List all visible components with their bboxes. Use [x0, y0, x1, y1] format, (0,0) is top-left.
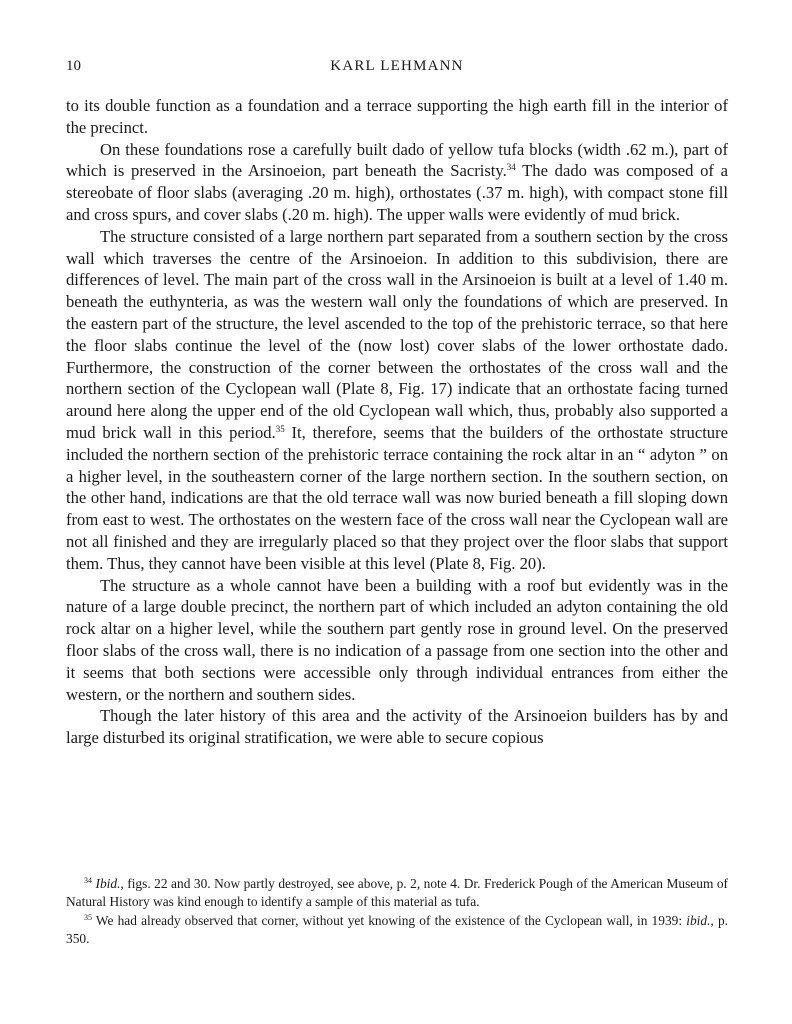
footnote-text: , figs. 22 and 30. Now partly destroyed, see above, p. 2, note 4. Dr. Frederick Pough of the American Museum of Natural History was kind enough to identify a sample of this material as tufa. [66, 876, 728, 910]
page-number: 10 [66, 58, 81, 74]
footnote-number: 35 [84, 912, 92, 922]
paragraph-precinct: The structure as a whole cannot have been a building with a roof but evidently was in the nature of a large double precinct, the northern part of which included an adyton containing the old rock altar on a higher level, while the southern part gently rose in ground level. On the preserved floor slabs of the cross wall, there is no indication of a passage from one section into the other and it seems that both sections were accessible only through individual entrances from either the western, or the northern and southern sides. [66, 575, 728, 704]
paragraph-continuation: to its double function as a foundation and a terrace supporting the high earth fill in the interior of the precinct. [66, 96, 728, 137]
footnote-34 [66, 875, 728, 912]
paragraph-text: The dado was composed of a stereobate of floor slabs (averaging .20 m. high), orthostates (.37 m. high), with compact stone fill and cross spurs, and cover slabs (.20 m. high). The upper walls were evidently of mud brick. [66, 161, 728, 224]
paragraph-structure [66, 226, 728, 575]
footnotes [66, 875, 728, 949]
footnote-text: , p. 350. [66, 912, 728, 947]
paragraph-text: On these foundations rose a carefully built dado of yellow tufa blocks (width .62 m.), part of which is preserved in the Arsinoeion, part beneath the Sacristy. [66, 139, 728, 181]
footnote-ref-35[interactable]: 35 [275, 423, 285, 434]
footnote-italic: Ibid. [95, 876, 121, 891]
paragraph-stratification: Though the later history of this area and the activity of the Arsinoeion builders has by and large disturbed its original stratification, we were able to secure copious [66, 706, 728, 748]
footnote-italic: ibid. [686, 912, 711, 928]
footnote-ref-34[interactable]: 34 [506, 162, 516, 173]
paragraph-dado [66, 139, 728, 226]
running-head [66, 58, 728, 80]
running-title: KARL LEHMANN [330, 58, 464, 74]
paragraph-text: It, therefore, seems that the builders of the orthostate structure included the northern section of the prehistoric terrace containing the rock altar in an “ adyton ” on a higher level, in the southeastern corner of the large northern section. In the southern section, on the other hand, indications are that the old terrace wall was now buried beneath a fill sloping down from east to west. The orthostates on the western face of the cross wall near the Cyclopean wall are not all finished and they are irregularly placed so that they project over the floor slabs that support them. Thus, they cannot have been visible at this level (Plate 8, Fig. 20). [66, 422, 728, 573]
footnote-text: We had already observed that corner, without yet knowing of the existence of the Cyclopean wall, in 1939: [92, 912, 687, 928]
footnote-number: 34 [84, 876, 92, 885]
body-text [66, 95, 728, 749]
footnote-35 [66, 912, 728, 949]
paragraph-text: The structure consisted of a large northern part separated from a southern section by the cross wall which traverses the centre of the Arsinoeion. In addition to this subdivision, there are differences of level. The main part of the cross wall in the Arsinoeion is built at a level of 1.40 m. beneath the euthynteria, as was the western wall only the foundations of which are preserved. In the eastern part of the structure, the level ascended to the top of the prehistoric terrace, so that here the floor slabs continue the level of the (now lost) cover slabs of the lower orthostate dado. Furthermore, the construction of the corner between the orthostates of the cross wall and the northern section of the Cyclopean wall (Plate 8, Fig. 17) indicate that an orthostate facing turned around here along the upper end of the old Cyclopean wall which, thus, probably also supported a mud brick wall in this period. [66, 226, 728, 442]
